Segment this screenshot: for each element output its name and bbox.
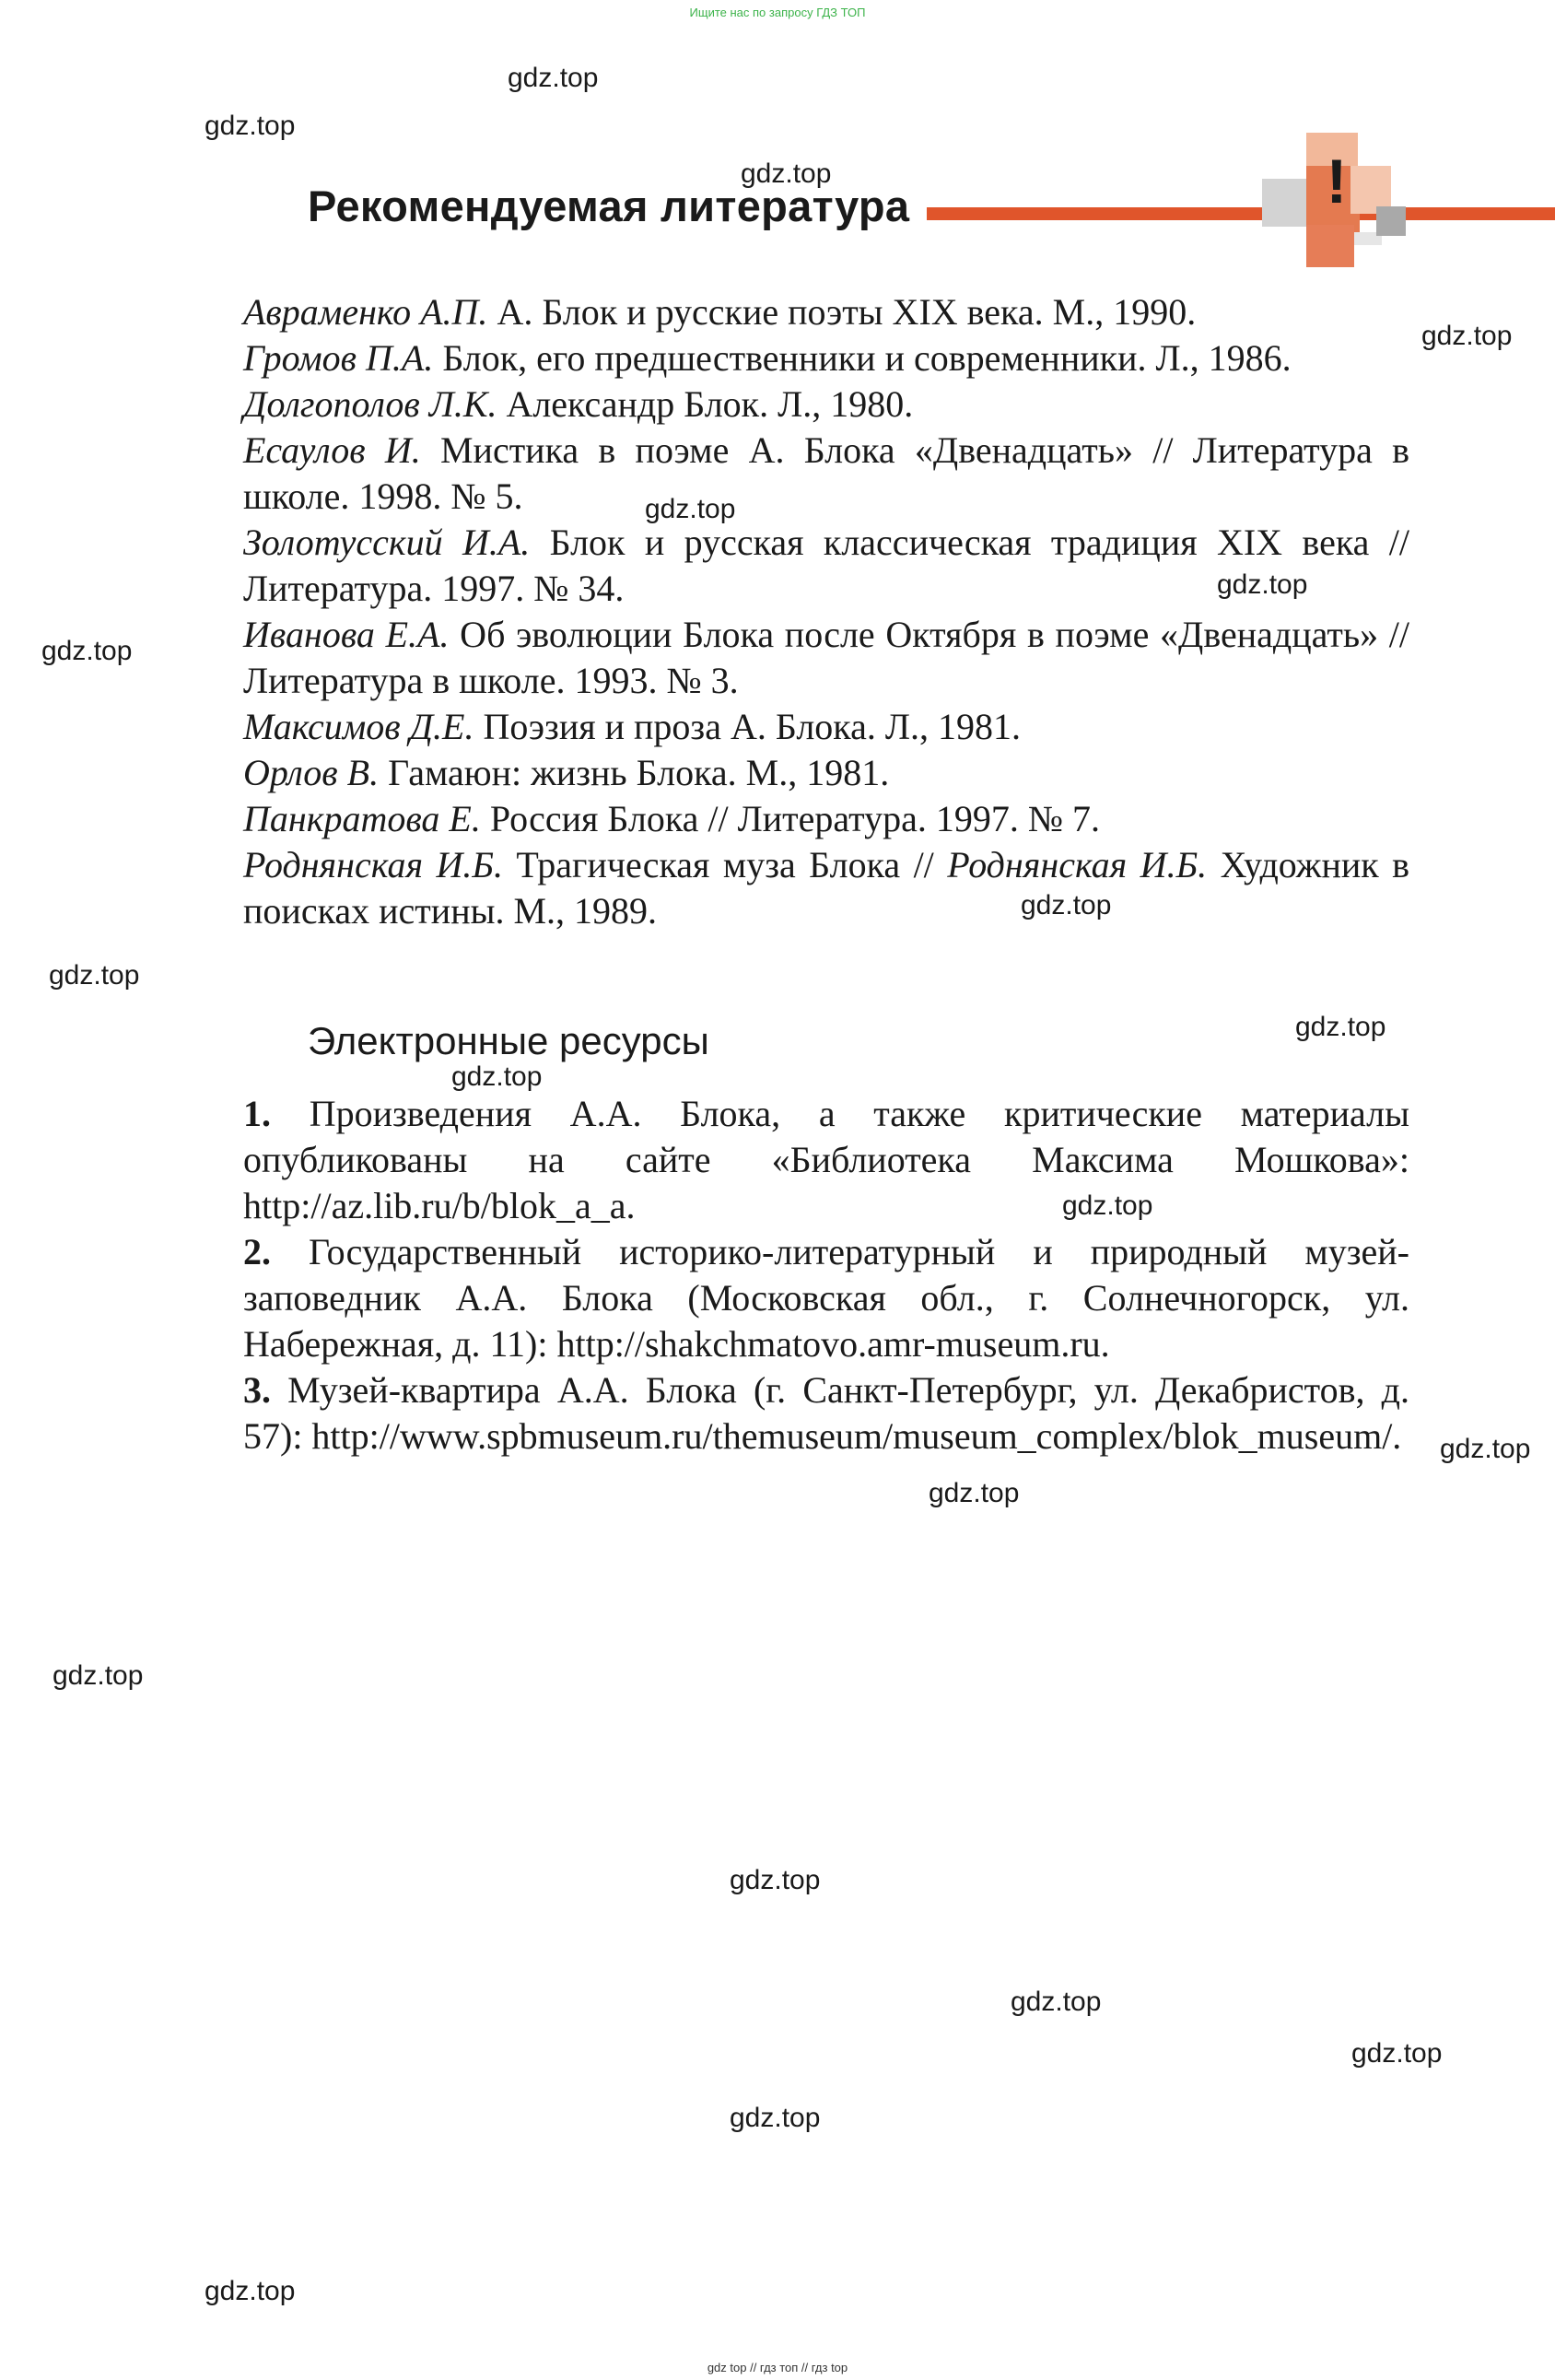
reference-text: Россия Блока // Литература. 1997. № 7. (480, 798, 1100, 839)
watermark: gdz.top (1421, 321, 1513, 351)
reference-text: Блок и русская классическая традиция XIX века // Литература. 1997. № 34. (243, 522, 1409, 609)
resource-text: Произведения А.А. Блока, а также критические материалы опубликованы на сайте «Библиотека Максима Мошкова»: http://az.lib.ru/b/blok_a_a. (243, 1093, 1409, 1226)
reference-author: Роднянская И.Б. (947, 844, 1208, 885)
watermark: gdz.top (205, 111, 296, 141)
reference-text: Александр Блок. Л., 1980. (497, 383, 914, 425)
reference-author: Авраменко А.П. (243, 291, 488, 333)
watermark: gdz.top (53, 1660, 144, 1691)
watermark: gdz.top (41, 636, 133, 666)
watermark: gdz.top (730, 2103, 821, 2133)
heading-accent-bar (927, 207, 1555, 220)
watermark: gdz.top (1217, 569, 1308, 600)
resource-item (243, 1091, 1409, 1229)
reference-item (243, 796, 1409, 842)
reference-text: Трагическая муза Блока // (502, 844, 948, 885)
watermark: gdz.top (49, 960, 140, 991)
emblem-square (1376, 206, 1406, 236)
reference-item (243, 381, 1409, 428)
reference-text: А. Блок и русские поэты XIX века. М., 1990. (487, 291, 1197, 333)
reference-text: Блок, его предшественники и современники. Л., 1986. (433, 337, 1292, 379)
reference-author: Панкратова Е. (243, 798, 481, 839)
reference-item (243, 335, 1409, 381)
reference-item (243, 289, 1409, 335)
reference-author: Максимов Д.Е. (243, 706, 474, 747)
emblem-square (1306, 225, 1354, 267)
reference-text: Гамаюн: жизнь Блока. М., 1981. (379, 752, 890, 793)
resources-list (243, 1091, 1409, 1460)
reference-author: Орлов В. (243, 752, 380, 793)
reference-item (243, 612, 1409, 704)
reference-text: Поэзия и проза А. Блока. Л., 1981. (474, 706, 1021, 747)
page-title: Рекомендуемая литература (308, 182, 910, 230)
section-heading (308, 181, 1413, 245)
reference-item (243, 842, 1409, 934)
resource-text: Государственный историко-литературный и природный музей-заповедник А.А. Блока (Московская обл., г. Солнечногорск, ул. Набережная, д. 11): http://shakchmatovo.amr-museum.ru. (243, 1231, 1409, 1365)
watermark: gdz.top (1295, 1012, 1386, 1042)
reference-text: Художник в поисках истины. М., 1989. (243, 844, 1409, 932)
watermark: gdz.top (645, 494, 736, 524)
watermark: gdz.top (1062, 1190, 1153, 1221)
reference-author: Золотусский И.А. (243, 522, 531, 563)
watermark: gdz.top (1021, 890, 1112, 920)
watermark: gdz.top (730, 1865, 821, 1895)
resource-number: 2. (243, 1231, 271, 1272)
watermark: gdz.top (741, 158, 832, 189)
attention-emblem (1262, 133, 1411, 267)
reference-author: Иванова Е.А. (243, 614, 450, 655)
reference-author: Громов П.А. (243, 337, 434, 379)
reference-author: Долгополов Л.К. (243, 383, 497, 425)
watermark: gdz.top (1011, 1987, 1102, 2017)
watermark: gdz.top (929, 1478, 1020, 1508)
reference-text: Об эволюции Блока после Октября в поэме «Двенадцать» // Литература в школе. 1993. № 3. (243, 614, 1410, 701)
watermark: gdz.top (508, 63, 599, 93)
watermark: gdz.top (1440, 1434, 1531, 1464)
reference-item (243, 428, 1409, 520)
resources-heading: Электронные ресурсы (308, 1019, 709, 1062)
resource-number: 3. (243, 1369, 271, 1411)
resource-item (243, 1229, 1409, 1367)
reference-item (243, 750, 1409, 796)
resource-number: 1. (243, 1093, 271, 1134)
resource-text: Музей-квартира А.А. Блока (г. Санкт-Петербург, ул. Декабристов, д. 57): http://www.spbmuseum.ru/themuseum/museum_complex/blok_museum/. (243, 1369, 1409, 1457)
watermark: gdz.top (451, 1061, 543, 1092)
watermark: gdz.top (1351, 2038, 1443, 2069)
emblem-square (1262, 179, 1310, 227)
reference-author: Есаулов И. (243, 429, 421, 471)
reference-item (243, 704, 1409, 750)
resource-item (243, 1367, 1409, 1460)
reference-text: Мистика в поэме А. Блока «Двенадцать» // Литература в школе. 1998. № 5. (243, 429, 1410, 517)
exclamation-icon: ! (1326, 147, 1348, 217)
bottom-footer-note: gdz top // гдз топ // гдз top (707, 2361, 848, 2374)
watermark: gdz.top (205, 2276, 296, 2306)
reference-author: Роднянская И.Б. (243, 844, 503, 885)
reference-list (243, 289, 1409, 934)
top-search-note: Ищите нас по запросу ГДЗ ТОП (689, 6, 866, 19)
